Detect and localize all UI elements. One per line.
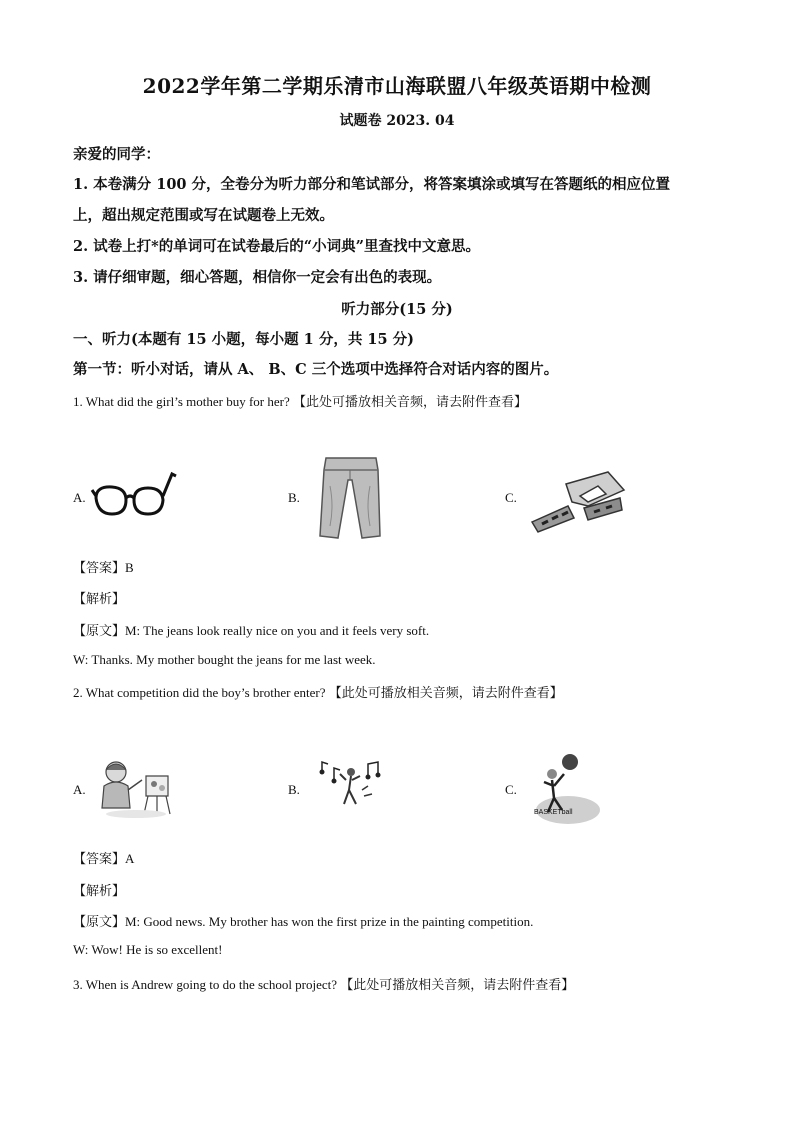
question-2-stem: 2. What competition did the boy’s brother enter? 【此处可播放相关音频，请去附件查看】: [73, 685, 563, 700]
note-2: 2. 试卷上打*的单词可在试卷最后的“小词典”里查找中文意思。: [73, 238, 480, 255]
listening-heading: 听力部分(15 分): [341, 301, 453, 318]
dance-music-icon: [318, 760, 384, 808]
q1-option-a-label: A.: [73, 490, 86, 505]
q1-script-line-1: 【原文】M: The jeans look really nice on you and it feels very soft.: [73, 623, 430, 638]
q2-option-b-label: B.: [288, 782, 300, 797]
scarf-icon: [528, 466, 628, 534]
basketball-icon: [530, 752, 602, 828]
glasses-icon: [90, 468, 178, 530]
question-3-stem: 3. When is Andrew going to do the school project? 【此处可播放相关音频，请去附件查看】: [73, 977, 575, 992]
q1-option-c-label: C.: [505, 490, 517, 505]
note-3: 3. 请仔细审题，细心答题，相信你一定会有出色的表现。: [73, 269, 442, 286]
q2-analysis: 【解析】: [73, 883, 126, 898]
q1-analysis: 【解析】: [73, 591, 126, 606]
q2-option-c-label: C.: [505, 782, 517, 797]
page-subtitle: 试题卷 2023. 04: [339, 113, 455, 129]
q1-script-line-2: W: Thanks. My mother bought the jeans for me last week.: [73, 652, 376, 667]
q2-script-line-1: 【原文】M: Good news. My brother has won the first prize in the painting competition.: [73, 914, 534, 929]
basketball-caption: BASKETball: [534, 809, 573, 816]
painting-girl-icon: [96, 756, 176, 818]
note-1b: 上，超出规定范围或写在试题卷上无效。: [73, 207, 334, 224]
part-1-instruction: 第一节：听小对话，请从 A、 B、C 三个选项中选择符合对话内容的图片。: [73, 361, 559, 378]
q1-answer: 【答案】B: [73, 560, 134, 575]
q1-option-b-label: B.: [288, 490, 300, 505]
q2-script-line-2: W: Wow! He is so excellent!: [73, 942, 223, 957]
note-1a: 1. 本卷满分 100 分，全卷分为听力部分和笔试部分，将答案填涂或填写在答题纸的相应位置: [73, 176, 671, 193]
section-1-heading: 一、听力(本题有 15 小题，每小题 1 分，共 15 分): [73, 331, 414, 348]
greeting: 亲爱的同学：: [73, 146, 160, 163]
page-title: 2022学年第二学期乐清市山海联盟八年级英语期中检测: [142, 74, 652, 98]
question-1-stem: 1. What did the girl’s mother buy for her? 【此处可播放相关音频，请去附件查看】: [73, 394, 527, 409]
q2-option-a-label: A.: [73, 782, 86, 797]
q2-answer: 【答案】A: [73, 851, 135, 866]
jeans-icon: [318, 456, 382, 540]
